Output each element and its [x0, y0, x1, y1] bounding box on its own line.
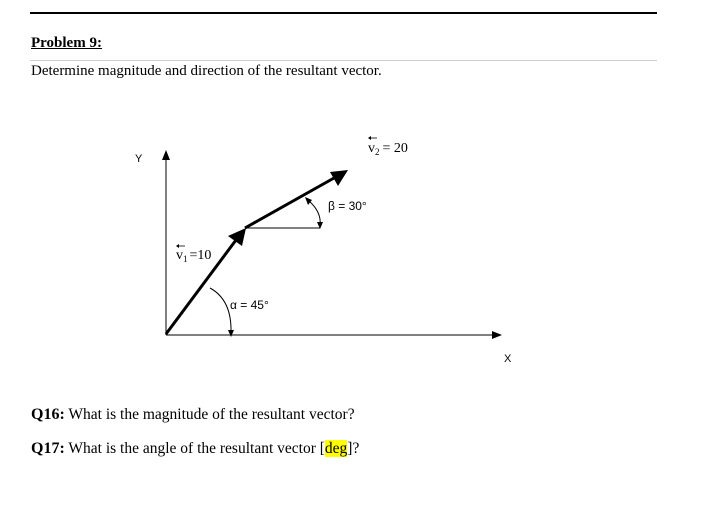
v2-overbar-tip: [368, 136, 371, 140]
beta-arc-arrowhead: [305, 197, 312, 205]
v1-value: =10: [189, 248, 212, 263]
q16-text: What is the magnitude of the resultant vector?: [64, 406, 355, 423]
q17-highlight-deg: deg: [324, 440, 348, 457]
vector-v1-arrowhead: [228, 228, 246, 246]
v2-subscript: 2: [375, 147, 380, 157]
v2-symbol: v: [368, 141, 375, 156]
v1-label: [176, 248, 211, 264]
question-q17: [31, 439, 359, 459]
v2-value: = 20: [382, 141, 408, 156]
x-axis-arrowhead: [492, 331, 502, 339]
alpha-label: α = 45°: [230, 298, 269, 312]
q16-number: Q16:: [31, 406, 65, 423]
beta-label: β = 30°: [328, 199, 367, 213]
y-axis-label: Y: [135, 153, 143, 165]
problem-title: Problem 9:: [31, 35, 102, 51]
q17-text-after: ]?: [347, 440, 360, 457]
alpha-arc: [210, 288, 231, 333]
q17-number: Q17:: [31, 440, 65, 457]
v1-symbol: v: [176, 248, 183, 263]
v2-label: [368, 141, 408, 157]
alpha-arc-arrowhead: [228, 330, 234, 337]
y-axis-arrowhead: [162, 150, 170, 160]
x-axis-label: X: [504, 353, 512, 365]
question-q16: [31, 405, 355, 425]
problem-instruction: Determine magnitude and direction of the resultant vector.: [31, 63, 382, 79]
q17-text-before: What is the angle of the resultant vector [: [64, 440, 325, 457]
v1-subscript: 1: [183, 254, 188, 264]
